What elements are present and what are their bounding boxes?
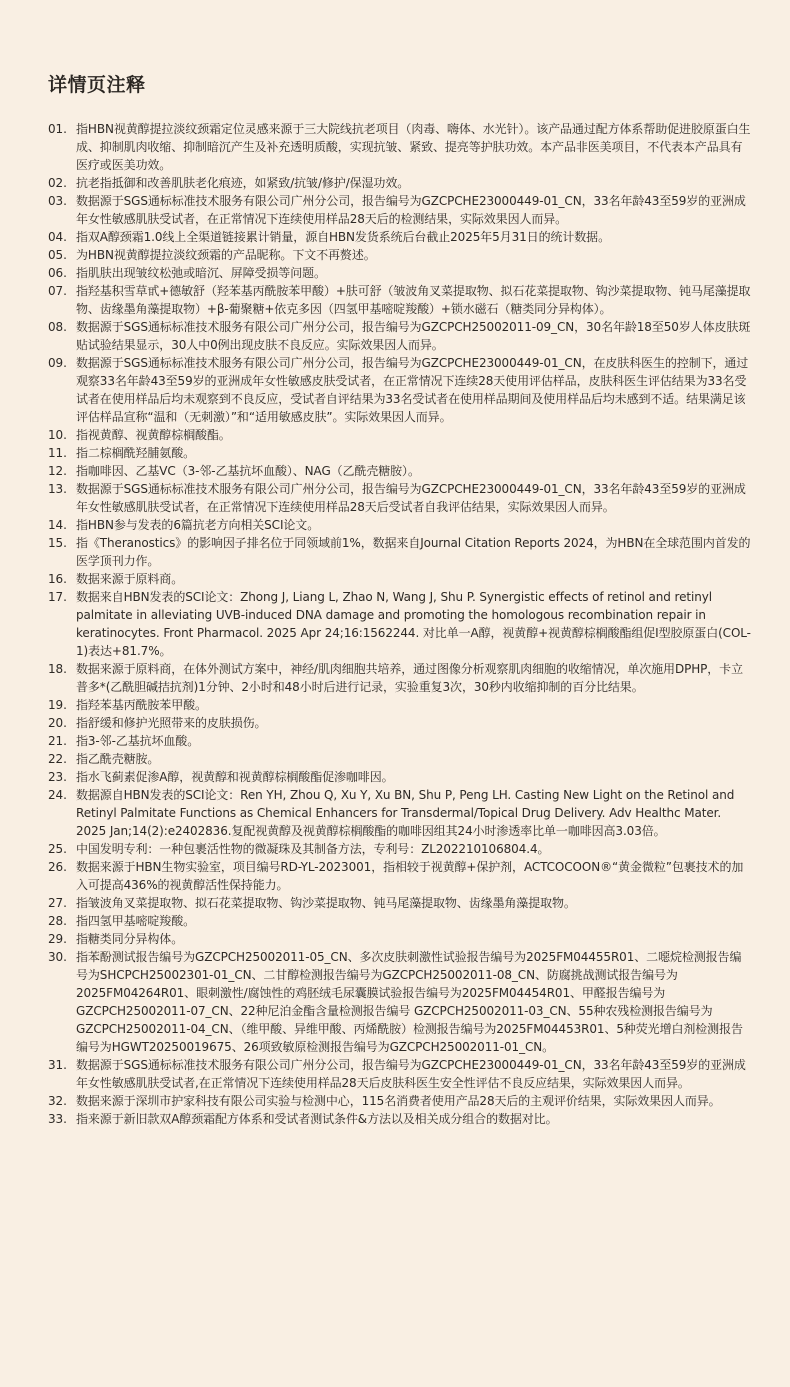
note-item [48,318,753,354]
note-item [48,1110,753,1128]
note-text: 数据来源于HBN生物实验室，项目编号RD-YL-2023001，指相较于视黄醇+保护剂，ACTCOCOON®“黄金微粒”包裹技术的加入可提高436%的视黄醇活性保持能力。 [76,860,744,892]
note-number: 15. [48,536,67,550]
note-number: 02. [48,176,67,190]
note-text: 指肌肤出现皱纹松弛或暗沉、屏障受损等问题。 [76,266,326,280]
note-number: 06. [48,266,67,280]
note-text: 指视黄醇、视黄醇棕榈酸酯。 [76,428,231,442]
note-text: 中国发明专利：一种包裹活性物的微凝珠及其制备方法，专利号：ZL202210106804.4。 [76,842,550,856]
note-item [48,588,753,660]
note-item [48,480,753,516]
note-item [48,264,753,282]
note-text: 指乙酰壳糖胺。 [76,752,160,766]
note-number: 05. [48,248,67,262]
note-text: 抗老指抵御和改善肌肤老化痕迹，如紧致/抗皱/修护/保湿功效。 [76,176,410,190]
note-item [48,858,753,894]
note-item [48,534,753,570]
note-item [48,516,753,534]
note-item [48,354,753,426]
note-text: 数据源于SGS通标标准技术服务有限公司广州分公司，报告编号为GZCPCHE23000449-01_CN，33名年龄43至59岁的亚洲成年女性敏感肌肤受试者,在正常情况下连续使用样品28天后皮肤科医生安全性评估不良反应结果，实际效果因人而异。 [76,1058,746,1090]
note-number: 33. [48,1112,67,1126]
note-number: 09. [48,356,67,370]
note-text: 指苯酚测试报告编号为GZCPCH25002011-05_CN、多次皮肤刺激性试验报告编号为2025FM04455R01、二噁烷检测报告编号为SHCPCH25002301-01_CN、二甘醇检测报告编号为GZCPCH25002011-08_CN、防腐挑战测试报告编号为2025FM04264R01、眼刺激性/腐蚀性的鸡胚绒毛尿囊膜试验报告编号为2025FM04454R01、甲醛报告编号为GZCPCH25002011-07_CN、22种尼泊金酯含量检测报告编号 GZCPCH25002011-03_CN、55种农残检测报告编号为GZCPCH25002011-04_CN、（维甲酸、异维甲酸、丙烯酰胺）检测报告编号为2025FM04453R01、5种荧光增白剂检测报告编号为HGWT20250019675、26项致敏原检测报告编号为GZCPCH25002011-01_CN。 [76,950,743,1054]
note-text: 指四氢甲基嘧啶羧酸。 [76,914,196,928]
note-number: 25. [48,842,67,856]
note-text: 指双A醇颈霜1.0线上全渠道链接累计销量，源自HBN发货系统后台截止2025年5月31日的统计数据。 [76,230,610,244]
note-text: 指HBN参与发表的6篇抗老方向相关SCI论文。 [76,518,320,532]
note-number: 20. [48,716,67,730]
note-text: 为HBN视黄醇提拉淡纹颈霜的产品昵称。下文不再赘述。 [76,248,376,262]
note-number: 24. [48,788,67,802]
note-item [48,696,753,714]
note-number: 21. [48,734,67,748]
note-item [48,570,753,588]
note-text: 数据来源于原料商，在体外测试方案中，神经/肌肉细胞共培养，通过图像分析观察肌肉细胞的收缩情况，单次施用DPHP，卡立普多*(乙酰胆碱拮抗剂)1分钟、2小时和48小时后进行记录，实验重复3次，30秒内收缩抑制的百分比结果。 [76,662,743,694]
note-number: 01. [48,122,67,136]
note-number: 13. [48,482,67,496]
note-item [48,930,753,948]
note-number: 07. [48,284,67,298]
note-number: 12. [48,464,67,478]
note-number: 17. [48,590,67,604]
note-item [48,840,753,858]
note-item [48,786,753,840]
note-text: 指羟基积雪草甙+德敏舒（羟苯基丙酰胺苯甲酸）+肤可舒（皱波角叉菜提取物、拟石花菜提取物、钩沙菜提取物、钝马尾藻提取物、齿缘墨角藻提取物）+β-葡聚糖+依克多因（四氢甲基嘧啶羧酸）+锁水磁石（糖类同分异构体）。 [76,284,751,316]
note-number: 28. [48,914,67,928]
note-text: 指HBN视黄醇提拉淡纹颈霜定位灵感来源于三大院线抗老项目（肉毒、嗨体、水光针）。该产品通过配方体系帮助促进胶原蛋白生成、抑制肌肉收缩、抑制暗沉产生及补充透明质酸，实现抗皱、紧致、提亮等护肤功效。本产品非医美项目，不代表本产品具有医疗或医美功效。 [76,122,751,172]
note-item [48,732,753,750]
note-item [48,894,753,912]
note-item [48,426,753,444]
note-item [48,1092,753,1110]
note-text: 指糖类同分异构体。 [76,932,184,946]
note-item [48,750,753,768]
note-text: 数据源于SGS通标标准技术服务有限公司广州分公司，报告编号为GZCPCHE23000449-01_CN，在皮肤科医生的控制下，通过观察33名年龄43至59岁的亚洲成年女性敏感皮肤受试者，在正常情况下连续28天使用评估样品，皮肤科医生评估结果为33名受试者在使用样品后均未观察到不良反应，受试者自评结果为33名受试者在使用样品期间及使用样品后均未感到不适。结果满足该评估样品宣称“温和（无刺激）”和“适用敏感皮肤”。实际效果因人而异。 [76,356,749,424]
note-text: 数据来源于深圳市护家科技有限公司实验与检测中心，115名消费者使用产品28天后的主观评价结果，实际效果因人而异。 [76,1094,721,1108]
note-text: 指3-邻-乙基抗坏血酸。 [76,734,200,748]
note-item [48,660,753,696]
note-item [48,444,753,462]
note-number: 29. [48,932,67,946]
notes-list [48,120,753,1128]
note-text: 指皱波角叉菜提取物、拟石花菜提取物、钩沙菜提取物、钝马尾藻提取物、齿缘墨角藻提取物。 [76,896,576,910]
note-item [48,768,753,786]
note-number: 22. [48,752,67,766]
note-item [48,948,753,1056]
note-number: 16. [48,572,67,586]
note-text: 数据源于SGS通标标准技术服务有限公司广州分公司，报告编号为GZCPCHE23000449-01_CN，33名年龄43至59岁的亚洲成年女性敏感肌肤受试者，在正常情况下连续使用样品28天后的检测结果，实际效果因人而异。 [76,194,746,226]
note-text: 数据来源于原料商。 [76,572,184,586]
note-text: 指舒缓和修护光照带来的皮肤损伤。 [76,716,267,730]
note-number: 30. [48,950,67,964]
note-text: 指咖啡因、乙基VC（3-邻-乙基抗坏血酸）、NAG（乙酰壳糖胺）。 [76,464,420,478]
note-text: 指来源于新旧款双A醇颈霜配方体系和受试者测试条件&方法以及相关成分组合的数据对比。 [76,1112,558,1126]
note-item [48,282,753,318]
note-number: 26. [48,860,67,874]
note-number: 19. [48,698,67,712]
note-item [48,246,753,264]
note-item [48,174,753,192]
note-item [48,1056,753,1092]
note-number: 31. [48,1058,67,1072]
note-number: 14. [48,518,67,532]
note-number: 11. [48,446,67,460]
note-number: 04. [48,230,67,244]
note-item [48,912,753,930]
note-text: 指水飞蓟素促渗A醇，视黄醇和视黄醇棕榈酸酯促渗咖啡因。 [76,770,394,784]
note-number: 18. [48,662,67,676]
note-text: 数据源于SGS通标标准技术服务有限公司广州分公司，报告编号为GZCPCHE23000449-01_CN，33名年龄43至59岁的亚洲成年女性敏感肌肤受试者，在正常情况下连续使用样品28天后受试者自我评估结果，实际效果因人而异。 [76,482,746,514]
note-text: 指羟苯基丙酰胺苯甲酸。 [76,698,207,712]
note-text: 数据来自HBN发表的SCI论文：Zhong J, Liang L, Zhao N, Wang J, Shu P. Synergistic effects of retinol and retinyl palmitate in alleviating UVB-induced DNA damage and promoting the homologous recombination repair in keratinocytes. Front Pharmacol. 2025 Apr 24;16:1562244. 对比单一A醇，视黄醇+视黄醇棕榈酸酯组促I型胶原蛋白(COL-1)表达+81.7%。 [76,590,751,658]
note-number: 03. [48,194,67,208]
note-number: 23. [48,770,67,784]
note-item [48,462,753,480]
note-number: 32. [48,1094,67,1108]
note-text: 数据源自HBN发表的SCI论文：Ren YH, Zhou Q, Xu Y, Xu BN, Shu P, Peng LH. Casting New Light on the Retinol and Retinyl Palmitate Functions as Chemical Enhancers for Transdermal/Topical Drug Delivery. Adv Healthc Mater. 2025 Jan;14(2):e2402836.复配视黄醇及视黄醇棕榈酸酯的咖啡因组其24小时渗透率比单一咖啡因高3.03倍。 [76,788,735,838]
note-item [48,120,753,174]
note-text: 指二棕榈酰羟脯氨酸。 [76,446,196,460]
note-item [48,192,753,228]
note-item [48,228,753,246]
note-text: 数据源于SGS通标标准技术服务有限公司广州分公司，报告编号为GZCPCH25002011-09_CN，30名年龄18至50岁人体皮肤斑贴试验结果显示，30人中0例出现皮肤不良反应。实际效果因人而异。 [76,320,751,352]
note-number: 27. [48,896,67,910]
note-number: 08. [48,320,67,334]
page-title: 详情页注释 [48,74,146,96]
note-text: 指《Theranostics》的影响因子排名位于同领域前1%，数据来自Journal Citation Reports 2024，为HBN在全球范围内首发的医学顶刊力作。 [76,536,751,568]
note-number: 10. [48,428,67,442]
note-item [48,714,753,732]
